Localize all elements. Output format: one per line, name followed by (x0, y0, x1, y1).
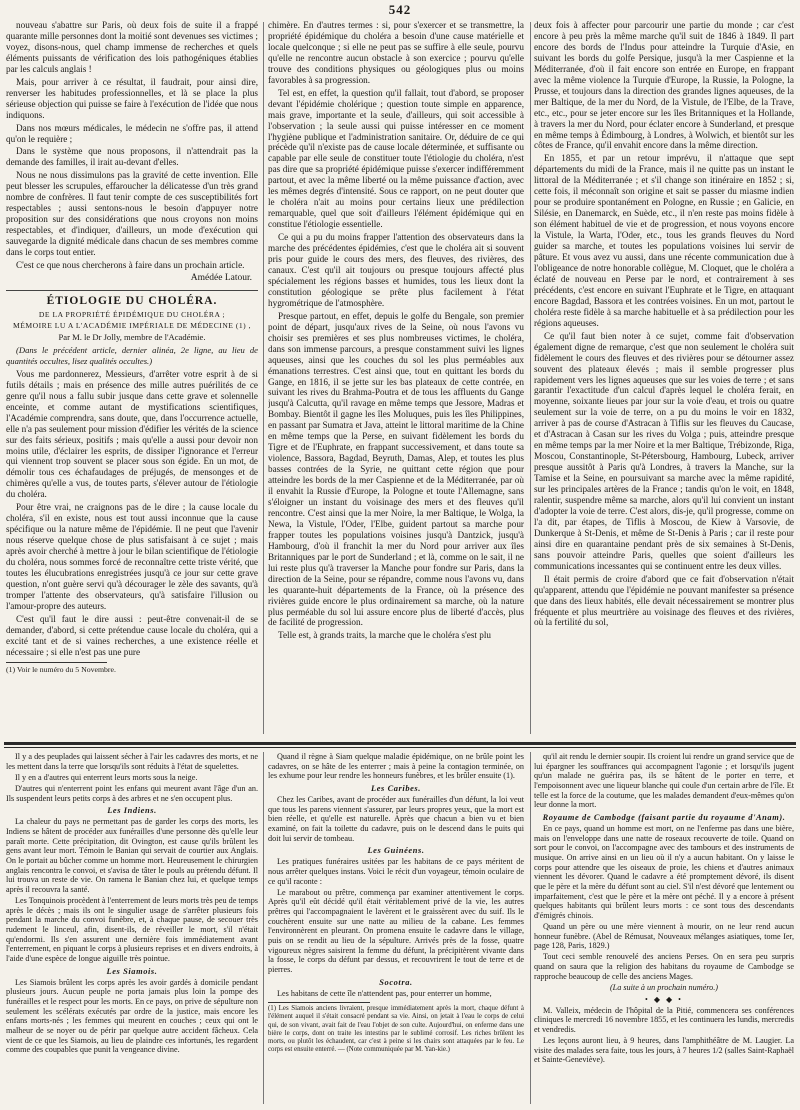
paragraph: En ce pays, quand un homme est mort, on ne l'enferme pas dans une bière, mais on l'enveloppe dans une natte de roseaux recouverte de toile. Quand on sort pour le convoi, on l'accompagne avec des tambours et des instruments de musique. On arrive ainsi en un lieu où il n'y a aucun habitant. On y laisse le corps pour attendre que les oiseaux de proie, les chiens et d'autres animaux viennent les dévorer. Quand le cadavre a été promptement dévoré, ils disent que le père et la mère du défunt sont au ciel. S'il n'est dévoré que lentement ou imparfaitement, c'est que le père et la mère ont péché. Il y a encore à présent quelques habitants qui brûlent leurs morts : ce sont tous des descendants d'émigrés chinois. (534, 823, 794, 920)
paragraph: Mais, pour arriver à ce résultat, il faudrait, pour ainsi dire, renverser les habitudes professionnelles, et là se place la plus sérieuse objection qui puisse se faire à l'exécution de l'idée que nous indiquons. (6, 76, 258, 120)
paragraph: Tout ceci semble renouvelé des anciens Perses. On en sera peu surpris quand on saura que la religion des habitans du royaume de Cambodge se rapproche beaucoup de celle des anciens Mages. (534, 952, 794, 981)
column-divider (263, 22, 264, 734)
paragraph: Il y a des peuplades qui laissent sécher à l'air les cadavres des morts, et ne les mettent dans la terre que lorsqu'ils sont réduits à l'état de squelettes. (6, 752, 258, 771)
section-heading: Les Siamois. (106, 966, 158, 976)
section-heading: Socotra. (379, 977, 413, 987)
paragraph: Dans le système que nous proposons, il n'attendrait pas la demande des familles, il irait au-devant d'elles. (6, 146, 258, 168)
paragraph: Quand un père ou une mère viennent à mourir, on ne leur rend aucun honneur funèbre. (Abel de Rémusat, Nouveaux mélanges asiatiques, tome Ier, page 128, Paris, 1829.) (534, 922, 794, 951)
article-title: ÉTIOLOGIE DU CHOLÉRA. (6, 290, 258, 307)
paragraph: Les habitans de cette île n'attendent pas, pour enterrer un homme, (277, 988, 492, 998)
section-heading: Les Guinéens. (367, 846, 425, 856)
paragraph: En 1855, et par un retour imprévu, il n'attaque que sept départements du midi de la France, mais il ne quitte pas un instant le littoral de la Méditerranée ; et s'il change son itinéraire en 1852 ; si, cette fois, il méconnaît son origine et sait se passer du miasme indien pour se produire spontanément en Pologne, en Russie ; en Galicie, en Silésie, en Danemarck, en Suède, etc., il n'en reste pas moins fidèle à son élément habituel de vie et de progression, et nous voyons encore la Vistule, la Warta, l'Oder, etc., tous les grands fleuves du Nord guider sa marche, et toutes les populations voisines lui servir de pâture. Et vous avez vu aussi, dans une récente communication due à l'obligeance de notre honorable collègue, M. Cloquet, que le choléra a éclaté de nouveau en Perse par le nord, et contrairement à ses précédents, c'est encore en suivant l'Euphrate et le Tigre, en attaquant encore Bagdad, Bassora et les contrées voisines. En un mot, partout le choléra reste fidèle à sa marche habituelle et à sa prédilection pour les régions aqueuses. (534, 153, 794, 328)
paragraph: Il était permis de croire d'abord que ce fait d'observation n'était qu'apparent, attendu que l'épidémie ne pouvant manifester sa présence que dans des lieux habités, elle devait nécessairement se montrer plus fréquente et plus meurtrière au voisinage des fleuves et des rivières, où la fertilité du sol, (534, 573, 794, 628)
paragraph: Vous me pardonnerez, Messieurs, d'arrêter votre esprit à de si futils détails ; mais en présence des mille autres puérilités de ce genre qu'il nous a fallu subir jusque dans cette grave et solennelle enceinte, et comme autant de mystifications scientifiques, l'Académie comprendra, sans doute, que, dans l'occurrence actuelle, elle n'a pas seulement pour mission d'édifier les vérités de la science sur des faits sérieux, positifs ; mais qu'elle a aussi pour devoir non moins utile, d'éclairer les esprits, de dissiper l'ignorance et l'erreur qui viennent trop souvent se placer sous son égide. En un mot, de démolir tous ces échafaudages de préjugés, de mensonges et de chimères qu'elle a vus, de toutes parts, s'élever autour de l'étiologie du choléra. (6, 368, 258, 500)
column-1 (6, 20, 258, 738)
article-columns (6, 20, 794, 738)
paragraph: Il y en a d'autres qui enterrent leurs morts sous la neige. (15, 772, 198, 782)
paragraph: Dans nos mœurs médicales, le médecin ne s'offre pas, il attend qu'on le requière ; (6, 122, 258, 144)
footnote-rule (6, 662, 107, 663)
footnote: (1) Voir le numéro du 5 Novembre. (6, 664, 116, 674)
column-divider (530, 752, 531, 1104)
paragraph: Ce qu'il faut bien noter à ce sujet, comme fait d'observation également digne de remarque, c'est que non seulement le choléra suit fidèlement le cours des fleuves et des rivières pour se détourner assez souvent des plateaux élevés ; mais il semble progresser plus rapidement vers les lignes aqueuses que sur les voies de terre ; et sans garantir l'exactitude d'un calcul d'après lequel le choléra ferait, en moyenne, soixante lieues par jour sur la voie d'eau, et trois ou quatre seulement sur la voie de terre, on a pu du moins le voir en 1832, arriver à pas de course d'Astracan à Tiflis sur les fleuves du Caucase, et d'Astracan à Casan sur les rives du Volga ; puis, atteindre presque en même temps par la mer Noire et la mer Baltique, Trébizonde, Riga, Moscou, Constantinople, St-Pétersbourg, Hambourg, Lubeck, arriver presque aussitôt à Paris qu'à Londres, à travers la Manche, sur la Tamise et la Seine, en poursuivant sa marche avec la même rapidité, sur les principales artères de la France ; tandis qu'on le voit, en 1848, ralentir, suspendre même sa marche, alors qu'il lui convient un instant d'adopter la voie de terre. C'est alors, dis-je, qu'il progresse, comme on l'a dit, par étapes, de Tiflis à Moscou, de Kiew à Varsovie, de Dunkerque à St-Denis, et même de St-Denis à Paris ; car il reste pour ainsi dire en quarantaine pendant près de six semaines à St-Denis, sans pouvoir atteindre Paris, quelles que soient d'ailleurs les communications incessantes qui se continuent entre les deux villes. (534, 330, 794, 571)
paragraph: Le marabout ou prêtre, commença par examiner attentivement le corps. Après qu'il eût décidé qu'il était véritablement privé de la vie, les autres prêtres qui l'accompagnaient le lavèrent et le graissèrent avec du suif. Ils le couchèrent ensuite sur une natte au milieu de la cabane. Les femmes l'environnèrent en pleurant. On promena ensuite le cadavre dans le village, puis on se rendit au lieu de la sépulture. Arrivés près de la fosse, quatre vigoureux nègres saisirent la femme du défunt, la précipitèrent vivante dans la fosse, le corps du défunt par dessus, et recouvrirent le tout de terre et de pierres. (268, 887, 524, 974)
section-heading: Les Caribes. (370, 783, 421, 793)
paragraph: Chez les Caribes, avant de procéder aux funérailles d'un défunt, la loi veut que tous les parens viennent s'assurer, par leurs propres yeux, que la mort est bien réelle, et qu'elle est naturelle. Après que chacun a bien vu et bien examiné, on fait la toilette du cadavre, puis on le descend dans le puits qui doit lui servir de tombeau. (268, 794, 524, 843)
paragraph: chimère. En d'autres termes : si, pour s'exercer et se transmettre, la propriété épidémique du choléra a besoin d'une cause matérielle et locale quelconque ; si elle ne peut pas se suffire à elle seule, pourvu qu'elle ne rencontre aucun obstacle à son exercice ; pourvu qu'elle trouve des conditions physiques ou géologiques plus ou moins favorables à sa progression. (268, 20, 524, 85)
footnote: (1) Les Siamois anciens livraient, presque immédiatement après la mort, chaque défunt à l'élément auquel il s'était consacré pendant sa vie. Ainsi, on jetait à l'eau le corps de celui qui, de son vivant, avait fait de l'eau l'objet de son culte. Aujourd'hui, on enferme dans une bière le corps, dont on traite les intestins par le sublimé corrosif. Les riches brûlent les morts, ou plutôt les échaudent, car c'est à peine si les chairs sont attaquées par le feu. Le corps est ensuite enterré. — (Note communiquée par M. Yan-kie.) (268, 1005, 524, 1054)
paragraph: Les pratiques funéraires usitées par les habitans de ce pays méritent de nous arrêter quelques instans. Voici le récit d'un voyageur, témoin oculaire de ce qu'il raconte : (268, 857, 524, 886)
paragraph: Presque partout, en effet, depuis le golfe du Bengale, son premier point de départ, jusqu'aux rives de la Seine, où nous l'avons vu choisir ses premières et ses plus nombreuses victimes, le choléra, dans son immense parcours, a presque constamment suivi les lignes aqueuses, ainsi que les couches du sol les plus perméables aux émanations terrestres. C'est ainsi que, tout en quittant les bords du Gange, en 1816, il se jette sur les bas plateaux de cette contrée, en suivant les rives du Brahma-Poutra et de tous les affluents du Gange jusqu'à Calcutta, qu'il ravage en même temps que Jessore, Madras et Bombay. Bientôt il gagne les îles Moluques, puis les îles Philippines, en passant par Sumatra et Java, atteint le littoral maritime de la Chine en même temps que la Perse, en suivant fidèlement les bords du Tigre et de l'Euphrate, en frappant successivement, et dans toute sa violence, Bassora, Bagdad, Beyruth, Damas, Alep, et toutes les plus basses contrées de la Syrie, ne quittant cette région que pour atteindre les bords de la mer Caspienne et de la Méditerranée, par où il envahit la Russie d'Europe, la Pologne et toute l'Allemagne, sans s'éloigner un instant du voisinage des mers et des fleuves qu'il rencontre. C'est ainsi que la mer Noire, la mer Baltique, le Wolga, la Newa, la Vistule, l'Oder, l'Elbe, guident partout sa marche pour frapper toutes les populations voisines jusqu'à Dantzick, jusqu'à Hambourg, d'où il franchit la mer du Nord pour arriver aux îles Britanniques par le port de Sunderland ; et là, comme on le sait, il ne lui reste plus qu'à traverser la Manche pour fondre sur Paris, dans la direction de la Seine, pour se répandre, comme nous l'avons vu, dans les quarante-huit départements de la France, où la présence des rivières guide encore le plus ordinairement sa marche, où la nature plus perméable du sol lui assure encore plus de liberté d'accès, plus de facilité de progression. (268, 310, 524, 628)
feuilleton-column-2 (268, 752, 524, 1104)
paragraph: Les Tonquinois procèdent à l'enterrement de leurs morts très peu de temps après le décès ; mais ils ont le singulier usage de s'arrêter plusieurs fois pendant la marche du convoi funèbre, et, à chaque pause, de secouer très rudement le linceul, afin, disent-ils, de réveiller le mort, s'il n'était qu'endormi. Ils s'en assurent une dernière fois immédiatement avant l'enterrement, en piquant le corps à plusieurs reprises et en divers endroits, à l'aide d'une espèce de longue aiguille très pointue. (6, 896, 258, 963)
paragraph: Ce qui a pu du moins frapper l'attention des observateurs dans la marche des précédentes épidémies, c'est que le choléra ait si souvent pris pour guide le cours des mers, des fleuves, des rivières, des canaux. C'est qu'il ait toujours ou presque toujours affecté plus spécialement les régions basses et humides, tous les lieux dont la constitution géologique se prête plus facilement à l'état hygrométrique de l'atmosphère. (268, 232, 524, 308)
column-divider (263, 752, 264, 1104)
paragraph: Tel est, en effet, la question qu'il fallait, tout d'abord, se proposer devant l'épidémie cholérique ; question toute simple en apparence, mais grave, importante et la seule, d'ailleurs, qui soit accessible à l'observation ; la seule aussi qui puisse intéresser en ce moment l'hygiène publique et l'administration sanitaire. Or, déduire de ce qui précède qu'il n'existe pas de cause locale déterminée, et suffisante ou capable par elle seule de constituer toute l'étiologie du choléra, n'est pas dire que sa propriété épidémique puisse s'exercer indifféremment partout, et avec la même liberté ou la même puissance d'action, avec les mêmes degrés d'intensité. Sous ce rapport, on ne peut douter que le choléra n'ait au moins pour certains lieux une prédilection remarquable, quel que soit d'ailleurs l'élément épidémique qui en constitue l'étiologie essentielle. (268, 87, 524, 230)
article-subtitle: DE LA PROPRIÉTÉ ÉPIDÉMIQUE DU CHOLÉRA ; (38, 309, 226, 319)
ornament-separator: • ◆ ◆ • (645, 994, 683, 1004)
paragraph: Nous ne nous dissimulons pas la gravité de cette invention. Elle peut blesser les scrupules, effaroucher la délicatesse d'un très grand nombre de confrères. Il faut tenir compte de ces susceptibilités fort respectables ; aussi sentons-nous le besoin d'appuyer notre proposition sur des considérations que nous croyons non moins respectables, et d'indiquer, d'ailleurs, un mode d'exécution qui sauvegarde la dignité médicale dans chacun de ses membres comme dans le corps tout entier. (6, 170, 258, 258)
paragraph: Les Siamois brûlent les corps après les avoir gardés à domicile pendant plusieurs jours. Aucun peuple ne porta jamais plus loin la pompe des funérailles et le respect pour les morts. En ce pays, on prive de sépulture non seulement les scélérats exécutés par ordre de la justice, mais encore les enfans morts-nés ; les femmes qui meurent en couches ; ceux qui ont le malheur de se noyer ou de périr par quelque autre accident fâcheux. Cela vient de ce que les Siamois, au lieu de plaindre ces infortunés, les regardent comme des coupables que punit la vengeance divine. (6, 977, 258, 1055)
paragraph: C'est ce que nous chercherons à faire dans un prochain article. (16, 260, 245, 271)
paragraph: deux fois à affecter pour parcourir une partie du monde ; car c'est encore à peu près la même marche qu'il suit de 1846 à 1849. Il part encore des bords de l'Indus pour atteindre la Turquie d'Asie, en suivant les bords du golfe Persique, jusqu'à la mer Caspienne et la Méditerranée, d'où il fait encore son entrée en Europe, en frappant avec la même violence la Turquie d'Europe, la Russie, la Pologne, la Prusse, et toujours dans la direction des grandes lignes aqueuses, de la mer Baltique, de la mer du Nord, de la Vistule, de l'Elbe, de la Trave, etc., etc., pour se jeter encore sur les îles Britanniques et la Hollande, à travers la mer du Nord, pour éclater encore à Sunderland, et presque en même temps à Édimbourg, à Londres, à Wolwich, et bientôt sur les côtes de France, qu'il envahit encore dans la même direction. (534, 20, 794, 151)
page-number: 542 (388, 2, 412, 17)
feuilleton-rule (4, 747, 796, 748)
paragraph: Quand il règne à Siam quelque maladie épidémique, on ne brûle point les cadavres, on se hâte de les enterrer ; mais à peine la contagion terminée, on les exhume pour leur rendre les honneurs funèbres, et les brûler ensuite (1). (268, 752, 524, 781)
erratum-note: (Dans le précédent article, dernier alinéa, 2e ligne, au lieu de quantités occultes, lisez qualités occultes.) (6, 344, 258, 366)
paragraph: qu'il ait rendu le dernier soupir. Ils croient lui rendre un grand service que de lui épargner les souffrances qui accompagnent l'agonie ; et lorsqu'ils jugent qu'un malade ne guérira pas, ils se hâtent de le porter en terre, et l'empoisonnent avec une liqueur blanche qui coule d'un certain arbre de l'île. Et telle est la force de la coutume, que les malades demandent d'eux-mêmes qu'on leur donne la mort. (534, 752, 794, 810)
section-heading: Les Indiens. (107, 806, 157, 816)
paragraph: nouveau s'abattre sur Paris, où deux fois de suite il a frappé quarante mille personnes dont la moitié sont devenues ses victimes ; voyez, disons-nous, quel champ immense de recherches et quels éléments puissants de vérification des lois pathogéniques établies par les calculs anglais ! (6, 20, 258, 74)
article-subtitle: MÉMOIRE LU A L'ACADÉMIE IMPÉRIALE DE MÉDECINE (1) , (13, 320, 251, 330)
feuilleton-columns (6, 752, 794, 1104)
column-3 (534, 20, 794, 738)
column-2 (268, 20, 524, 738)
paragraph: La chaleur du pays ne permettant pas de garder les corps des morts, les Indiens se hâtent de procéder aux funérailles d'une personne dès qu'elle leur paraît morte. Cette précipitation, dit Ovington, est cause qu'ils brûlent les gens avant leur mort. Témoin le Banian qui servait de courtier aux Anglais. On le portait au bûcher comme un homme mort. Heureusement le chirurgien anglais rencontra le convoi, et s'avisa de tâter le pouls au prétendu défunt. Il lui trouva un reste de vie. On ramena le Banian chez lui, et quelque temps après il recouvra la santé. (6, 817, 258, 894)
feuilleton-column-1 (6, 752, 258, 1104)
paragraph: Telle est, à grands traits, la marche que le choléra s'est plu (278, 630, 492, 641)
section-heading: Royaume de Cambodge (faisant partie du royaume d'Anam). (542, 812, 786, 822)
author-signature: Amédée Latour. (190, 272, 252, 283)
paragraph: Les leçons auront lieu, à 9 heures, dans l'amphithéâtre de M. Laugier. La visite des malades sera faite, tous les jours, à 7 heures 1/2 (salles Saint-Raphaël et Sainte-Geneviève). (534, 1036, 794, 1065)
article-author: Par M. le Dr Jolly, membre de l'Académie. (58, 331, 206, 342)
footnote-rule (268, 1002, 370, 1003)
paragraph: M. Valleix, médecin de l'hôpital de la Pitié, commencera ses conférences cliniques le mercredi 16 novembre 1855, et les continuera les lundis, mercredis et vendredis. (534, 1005, 794, 1034)
paragraph: Pour être vrai, ne craignons pas de le dire ; la cause locale du choléra, s'il en existe, nous est tout aussi inconnue que la cause spécifique ou la nature même de l'épidémie. Il ne peut que l'avenir nous réserve quelque chose de plus satisfaisant à ce sujet ; mais après avoir cherché à mettre à jour le bilan scientifique de l'étiologie du choléra, nous sommes forcé de reconnaître cette triste vérité, que toutes les élucubrations enregistrées jusqu'à ce jour sur cette grave question, n'ont guère servi qu'à décourager le zèle des savants, qu'à tromper l'attente des observateurs, qu'à satisfaire l'illusion ou l'amour-propre des auteurs. (6, 502, 258, 611)
to-be-continued: (La suite à un prochain numéro.) (609, 982, 719, 992)
paragraph: D'autres qui n'enterrent point les enfans qui meurent avant l'âge d'un an. Ils suspendent leurs petits corps à des arbres et ne s'en occupent plus. (6, 783, 258, 803)
paragraph: C'est qu'il faut le dire aussi : peut-être convenait-il de se demander, d'abord, si cette prétendue cause locale du choléra, qui a excité tant et de si vaines recherches, a une existence réelle et nécessaire ; si elle n'est pas une pure (6, 613, 258, 657)
feuilleton-column-3 (534, 752, 794, 1104)
feuilleton-rule (4, 742, 796, 745)
column-divider (530, 22, 531, 734)
